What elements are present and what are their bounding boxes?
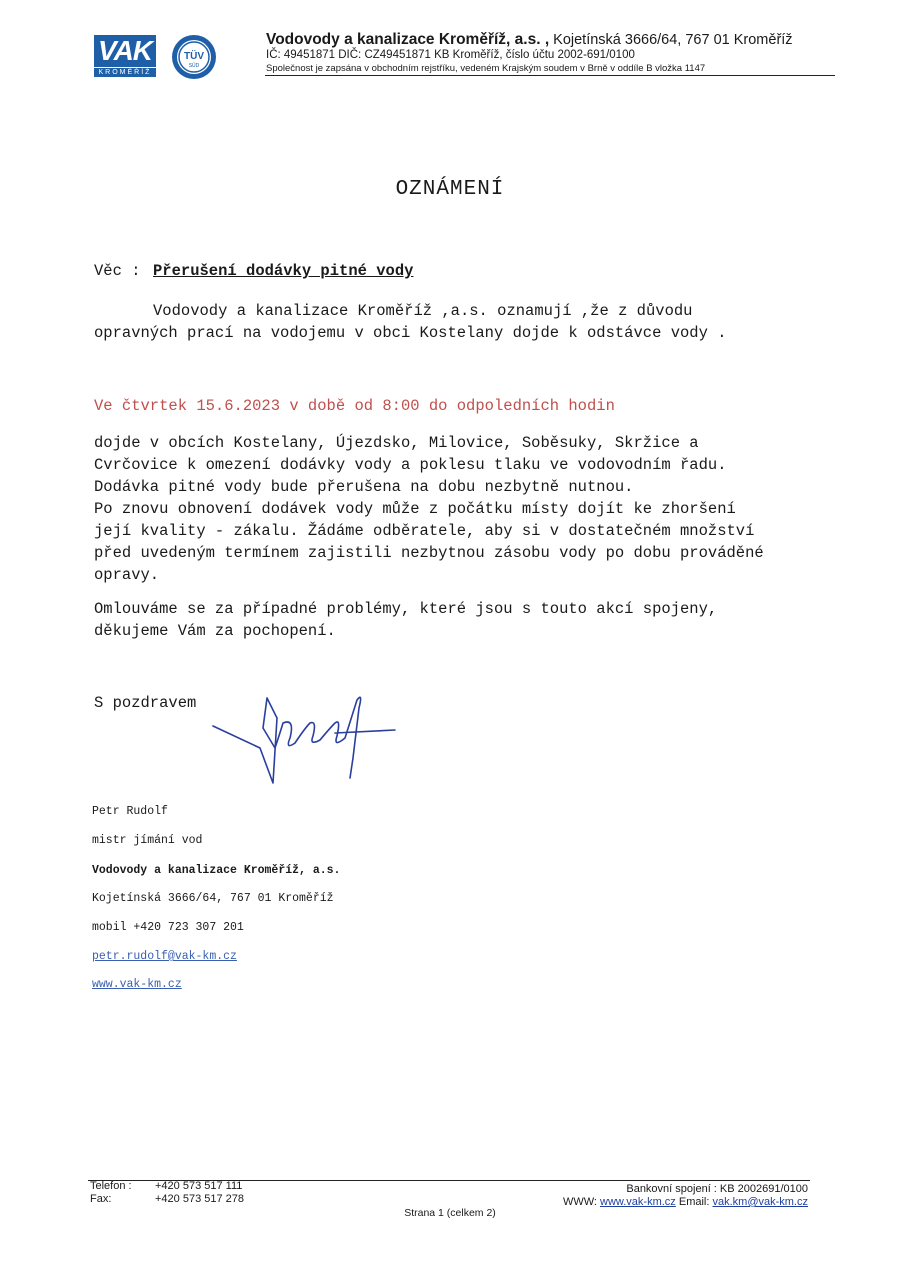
footer-phone-label: Telefon :	[90, 1180, 132, 1192]
tuv-certification-logo	[170, 33, 218, 81]
footer-bank: Bankovní spojení : KB 2002691/0100	[626, 1183, 808, 1195]
page-number: Strana 1 (celkem 2)	[404, 1207, 496, 1219]
greeting: S pozdravem	[94, 694, 197, 712]
details-line-7: opravy.	[94, 566, 160, 584]
footer-fax: +420 573 517 278	[155, 1193, 245, 1205]
tuv-seal-bottom-text: SÜD	[188, 63, 200, 69]
footer-www-link[interactable]: www.vak-km.cz	[600, 1196, 676, 1208]
header-company-line	[266, 31, 793, 49]
vak-logo-subtext: KROMĚŘÍŽ	[94, 68, 156, 77]
intro-line-1: Vodovody a kanalizace Kroměříž ,a.s. oznamují ,že z důvodu	[153, 302, 693, 320]
header-ids-line: IČ: 49451871 DIČ: CZ49451871 KB Kroměříž, číslo účtu 2002-691/0100	[266, 49, 635, 61]
sender-mobile: mobil +420 723 307 201	[92, 921, 244, 934]
sender-address: Kojetínská 3666/64, 767 01 Kroměříž	[92, 892, 334, 905]
subject-label: Věc :	[94, 262, 141, 280]
footer-email-link[interactable]: vak.km@vak-km.cz	[712, 1196, 808, 1208]
highlight-date-line: Ve čtvrtek 15.6.2023 v době od 8:00 do odpoledních hodin	[94, 397, 615, 415]
details-line-4: Po znovu obnovení dodávek vody může z počátku místy dojít ke zhoršení	[94, 500, 736, 518]
footer-phone: +420 573 517 111	[155, 1180, 243, 1192]
sender-email-link[interactable]: petr.rudolf@vak-km.cz	[92, 950, 237, 963]
sender-name: Petr Rudolf	[92, 805, 168, 818]
footer-email-label: Email:	[678, 1196, 710, 1208]
vak-logo-text: VAK	[94, 35, 156, 67]
document-title: OZNÁMENÍ	[395, 178, 505, 201]
header-company-name: Vodovody a kanalizace Kroměříž, a.s. ,	[266, 31, 550, 48]
closing-line-2: děkujeme Vám za pochopení.	[94, 622, 336, 640]
tuv-seal-icon	[170, 33, 218, 81]
sender-position: mistr jímání vod	[92, 834, 203, 847]
header-register-line: Společnost je zapsána v obchodním rejstříku, vedeném Krajským soudem v Brně v oddíle B vložka 1147	[266, 63, 706, 74]
vak-logo	[94, 35, 156, 79]
details-line-3: Dodávka pitné vody bude přerušena na dobu nezbytně nutnou.	[94, 478, 634, 496]
details-line-2: Cvrčovice k omezení dodávky vody a poklesu tlaku ve vodovodním řadu.	[94, 456, 727, 474]
details-line-5: její kvality - zákalu. Žádáme odběratele, aby si v dostatečném množství	[94, 522, 755, 540]
details-line-6: před uvedeným termínem zajistili nezbytnou zásobu vody po dobu prováděné	[94, 544, 764, 562]
closing-line-1: Omlouváme se za případné problémy, které jsou s touto akcí spojeny,	[94, 600, 718, 618]
footer-fax-label: Fax:	[90, 1193, 112, 1205]
sender-company: Vodovody a kanalizace Kroměříž, a.s.	[92, 864, 341, 877]
footer-www-label: WWW:	[562, 1196, 597, 1208]
details-line-1: dojde v obcích Kostelany, Újezdsko, Milovice, Soběsuky, Skržice a	[94, 434, 699, 452]
intro-line-2: opravných prací na vodojemu v obci Kostelany dojde k odstávce vody .	[94, 324, 727, 342]
header-company-address: Kojetínská 3666/64, 767 01 Kroměříž	[553, 32, 793, 48]
handwritten-signature	[205, 688, 405, 788]
tuv-seal-top-text: TÜV	[184, 51, 204, 62]
header-divider	[265, 75, 835, 76]
subject-text: Přerušení dodávky pitné vody	[153, 262, 414, 280]
sender-web-link[interactable]: www.vak-km.cz	[92, 978, 182, 991]
